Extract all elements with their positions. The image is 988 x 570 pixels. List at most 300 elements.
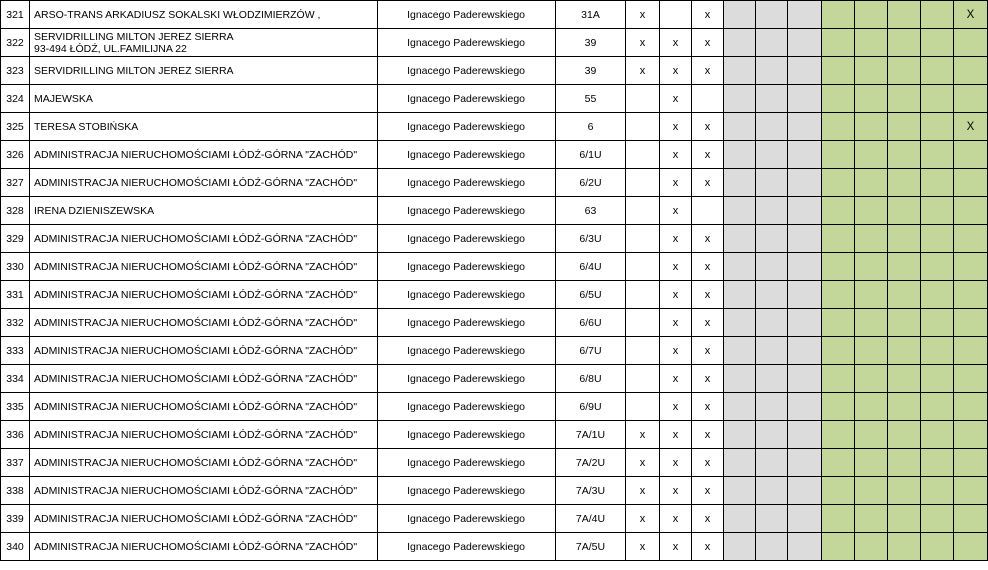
empty-cell	[921, 337, 954, 365]
empty-cell	[756, 225, 788, 253]
empty-cell	[921, 253, 954, 281]
empty-cell	[855, 1, 888, 29]
street-name: Ignacego Paderewskiego	[378, 225, 556, 253]
owner-name-line: ADMINISTRACJA NIERUCHOMOŚCIAMI ŁÓDŹ-GÓRNA "ZACHÓD"	[34, 456, 358, 469]
empty-cell	[756, 421, 788, 449]
empty-cell	[921, 309, 954, 337]
mark-2: x	[660, 225, 692, 253]
empty-cell	[822, 113, 855, 141]
empty-cell	[788, 533, 822, 561]
mark-4	[954, 337, 988, 365]
owner-name-line: ADMINISTRACJA NIERUCHOMOŚCIAMI ŁÓDŹ-GÓRNA "ZACHÓD"	[34, 512, 358, 525]
mark-1	[626, 281, 660, 309]
row-number: 322	[1, 29, 30, 57]
house-number: 31A	[556, 1, 626, 29]
mark-3	[692, 197, 724, 225]
owner-name-line: ADMINISTRACJA NIERUCHOMOŚCIAMI ŁÓDŹ-GÓRNA "ZACHÓD"	[34, 484, 358, 497]
mark-3: x	[692, 421, 724, 449]
row-number: 334	[1, 365, 30, 393]
mark-1	[626, 197, 660, 225]
empty-cell	[724, 393, 756, 421]
owner-name-line: ADMINISTRACJA NIERUCHOMOŚCIAMI ŁÓDŹ-GÓRNA "ZACHÓD"	[34, 176, 358, 189]
house-number: 63	[556, 197, 626, 225]
mark-2: x	[660, 29, 692, 57]
house-number: 39	[556, 29, 626, 57]
empty-cell	[756, 449, 788, 477]
empty-cell	[788, 253, 822, 281]
empty-cell	[822, 337, 855, 365]
owner-name-line: ARSO-TRANS ARKADIUSZ SOKALSKI WŁODZIMIERZÓW ,	[34, 8, 321, 21]
street-name: Ignacego Paderewskiego	[378, 281, 556, 309]
empty-cell	[888, 225, 921, 253]
table-row	[1, 477, 988, 505]
owner-name-line: ADMINISTRACJA NIERUCHOMOŚCIAMI ŁÓDŹ-GÓRNA "ZACHÓD"	[34, 540, 358, 553]
mark-3: x	[692, 281, 724, 309]
mark-2: x	[660, 505, 692, 533]
mark-4	[954, 169, 988, 197]
row-number: 325	[1, 113, 30, 141]
empty-cell	[756, 29, 788, 57]
row-number: 327	[1, 169, 30, 197]
mark-4: X	[954, 113, 988, 141]
empty-cell	[724, 197, 756, 225]
owner-name-line: MAJEWSKA	[34, 92, 93, 105]
empty-cell	[756, 393, 788, 421]
empty-cell	[822, 365, 855, 393]
empty-cell	[921, 477, 954, 505]
empty-cell	[724, 337, 756, 365]
house-number: 6	[556, 113, 626, 141]
empty-cell	[788, 85, 822, 113]
street-name: Ignacego Paderewskiego	[378, 309, 556, 337]
street-name: Ignacego Paderewskiego	[378, 85, 556, 113]
empty-cell	[724, 365, 756, 393]
owner-name	[30, 169, 378, 197]
owner-name	[30, 393, 378, 421]
empty-cell	[822, 477, 855, 505]
street-name: Ignacego Paderewskiego	[378, 365, 556, 393]
mark-2: x	[660, 281, 692, 309]
empty-cell	[855, 197, 888, 225]
empty-cell	[888, 477, 921, 505]
street-name: Ignacego Paderewskiego	[378, 1, 556, 29]
mark-2: x	[660, 253, 692, 281]
empty-cell	[888, 169, 921, 197]
empty-cell	[888, 281, 921, 309]
house-number: 6/8U	[556, 365, 626, 393]
empty-cell	[855, 337, 888, 365]
empty-cell	[724, 421, 756, 449]
empty-cell	[788, 365, 822, 393]
empty-cell	[855, 533, 888, 561]
empty-cell	[822, 141, 855, 169]
empty-cell	[788, 449, 822, 477]
empty-cell	[724, 29, 756, 57]
mark-3: x	[692, 365, 724, 393]
empty-cell	[822, 393, 855, 421]
table-row	[1, 505, 988, 533]
empty-cell	[724, 309, 756, 337]
mark-3: x	[692, 253, 724, 281]
owner-name	[30, 449, 378, 477]
mark-3: x	[692, 309, 724, 337]
mark-1	[626, 113, 660, 141]
empty-cell	[921, 393, 954, 421]
empty-cell	[756, 533, 788, 561]
empty-cell	[888, 365, 921, 393]
mark-4	[954, 449, 988, 477]
mark-3: x	[692, 57, 724, 85]
table-row	[1, 169, 988, 197]
table-row	[1, 533, 988, 561]
street-name: Ignacego Paderewskiego	[378, 57, 556, 85]
empty-cell	[788, 477, 822, 505]
owner-name	[30, 505, 378, 533]
empty-cell	[855, 113, 888, 141]
table-row	[1, 141, 988, 169]
empty-cell	[724, 113, 756, 141]
empty-cell	[756, 85, 788, 113]
house-number: 6/7U	[556, 337, 626, 365]
empty-cell	[921, 197, 954, 225]
mark-4: X	[954, 1, 988, 29]
mark-1	[626, 253, 660, 281]
mark-2: x	[660, 113, 692, 141]
owner-name-line: SERVIDRILLING MILTON JEREZ SIERRA	[34, 64, 234, 77]
table-row	[1, 393, 988, 421]
empty-cell	[822, 449, 855, 477]
owner-name-line: ADMINISTRACJA NIERUCHOMOŚCIAMI ŁÓDŹ-GÓRNA "ZACHÓD"	[34, 344, 358, 357]
empty-cell	[724, 253, 756, 281]
mark-4	[954, 477, 988, 505]
empty-cell	[822, 85, 855, 113]
mark-3: x	[692, 449, 724, 477]
row-number: 321	[1, 1, 30, 29]
mark-2: x	[660, 169, 692, 197]
mark-1	[626, 141, 660, 169]
owner-name	[30, 365, 378, 393]
mark-4	[954, 57, 988, 85]
owner-name-line: ADMINISTRACJA NIERUCHOMOŚCIAMI ŁÓDŹ-GÓRNA "ZACHÓD"	[34, 288, 358, 301]
empty-cell	[888, 533, 921, 561]
empty-cell	[724, 533, 756, 561]
mark-1: x	[626, 421, 660, 449]
mark-2: x	[660, 421, 692, 449]
empty-cell	[921, 365, 954, 393]
mark-1: x	[626, 533, 660, 561]
table-row	[1, 449, 988, 477]
house-number: 6/9U	[556, 393, 626, 421]
mark-1: x	[626, 477, 660, 505]
empty-cell	[822, 253, 855, 281]
table-row	[1, 421, 988, 449]
table-row	[1, 309, 988, 337]
house-number: 7A/2U	[556, 449, 626, 477]
mark-2	[660, 1, 692, 29]
empty-cell	[855, 225, 888, 253]
owner-name	[30, 113, 378, 141]
row-number: 330	[1, 253, 30, 281]
mark-1	[626, 365, 660, 393]
mark-2: x	[660, 309, 692, 337]
street-name: Ignacego Paderewskiego	[378, 477, 556, 505]
owner-name	[30, 85, 378, 113]
empty-cell	[888, 1, 921, 29]
empty-cell	[921, 505, 954, 533]
empty-cell	[921, 1, 954, 29]
empty-cell	[788, 309, 822, 337]
mark-2: x	[660, 365, 692, 393]
empty-cell	[756, 281, 788, 309]
row-number: 329	[1, 225, 30, 253]
owner-name-line: ADMINISTRACJA NIERUCHOMOŚCIAMI ŁÓDŹ-GÓRNA "ZACHÓD"	[34, 232, 358, 245]
table-row	[1, 1, 988, 29]
empty-cell	[888, 337, 921, 365]
empty-cell	[788, 169, 822, 197]
empty-cell	[855, 57, 888, 85]
empty-cell	[724, 225, 756, 253]
mark-1	[626, 337, 660, 365]
mark-2: x	[660, 393, 692, 421]
house-number: 7A/3U	[556, 477, 626, 505]
empty-cell	[855, 85, 888, 113]
mark-4	[954, 225, 988, 253]
empty-cell	[788, 393, 822, 421]
empty-cell	[921, 533, 954, 561]
owner-name	[30, 281, 378, 309]
empty-cell	[756, 113, 788, 141]
owner-name-line: ADMINISTRACJA NIERUCHOMOŚCIAMI ŁÓDŹ-GÓRNA "ZACHÓD"	[34, 316, 358, 329]
street-name: Ignacego Paderewskiego	[378, 337, 556, 365]
mark-1	[626, 393, 660, 421]
empty-cell	[855, 477, 888, 505]
row-number: 331	[1, 281, 30, 309]
street-name: Ignacego Paderewskiego	[378, 113, 556, 141]
empty-cell	[788, 337, 822, 365]
street-name: Ignacego Paderewskiego	[378, 505, 556, 533]
mark-3: x	[692, 1, 724, 29]
empty-cell	[888, 29, 921, 57]
street-name: Ignacego Paderewskiego	[378, 533, 556, 561]
empty-cell	[921, 281, 954, 309]
mark-1: x	[626, 505, 660, 533]
row-number: 336	[1, 421, 30, 449]
table-row	[1, 253, 988, 281]
empty-cell	[822, 309, 855, 337]
row-number: 335	[1, 393, 30, 421]
mark-2: x	[660, 197, 692, 225]
owner-name	[30, 29, 378, 57]
mark-2: x	[660, 477, 692, 505]
mark-4	[954, 393, 988, 421]
empty-cell	[724, 85, 756, 113]
street-name: Ignacego Paderewskiego	[378, 253, 556, 281]
empty-cell	[822, 225, 855, 253]
house-number: 6/1U	[556, 141, 626, 169]
owner-name	[30, 141, 378, 169]
empty-cell	[724, 141, 756, 169]
empty-cell	[888, 197, 921, 225]
empty-cell	[788, 141, 822, 169]
empty-cell	[888, 57, 921, 85]
mark-1: x	[626, 449, 660, 477]
mark-1: x	[626, 1, 660, 29]
empty-cell	[822, 57, 855, 85]
empty-cell	[888, 141, 921, 169]
street-name: Ignacego Paderewskiego	[378, 197, 556, 225]
empty-cell	[788, 505, 822, 533]
house-number: 39	[556, 57, 626, 85]
mark-3: x	[692, 169, 724, 197]
empty-cell	[788, 29, 822, 57]
empty-cell	[921, 421, 954, 449]
row-number: 333	[1, 337, 30, 365]
house-number: 55	[556, 85, 626, 113]
row-number: 340	[1, 533, 30, 561]
street-name: Ignacego Paderewskiego	[378, 449, 556, 477]
empty-cell	[921, 449, 954, 477]
empty-cell	[855, 169, 888, 197]
house-number: 6/3U	[556, 225, 626, 253]
row-number: 324	[1, 85, 30, 113]
empty-cell	[888, 309, 921, 337]
table-row	[1, 225, 988, 253]
house-number: 7A/1U	[556, 421, 626, 449]
empty-cell	[756, 253, 788, 281]
empty-cell	[756, 505, 788, 533]
empty-cell	[788, 225, 822, 253]
empty-cell	[724, 169, 756, 197]
mark-2: x	[660, 449, 692, 477]
mark-2: x	[660, 85, 692, 113]
empty-cell	[888, 393, 921, 421]
mark-1: x	[626, 29, 660, 57]
mark-4	[954, 505, 988, 533]
house-number: 6/2U	[556, 169, 626, 197]
mark-4	[954, 141, 988, 169]
empty-cell	[724, 57, 756, 85]
mark-2: x	[660, 337, 692, 365]
empty-cell	[855, 141, 888, 169]
mark-4	[954, 85, 988, 113]
empty-cell	[855, 29, 888, 57]
empty-cell	[724, 1, 756, 29]
empty-cell	[788, 113, 822, 141]
owner-name-line: ADMINISTRACJA NIERUCHOMOŚCIAMI ŁÓDŹ-GÓRNA "ZACHÓD"	[34, 372, 358, 385]
mark-4	[954, 253, 988, 281]
mark-1	[626, 309, 660, 337]
table-body	[1, 1, 988, 561]
empty-cell	[788, 281, 822, 309]
table-row	[1, 85, 988, 113]
empty-cell	[788, 57, 822, 85]
empty-cell	[855, 449, 888, 477]
row-number: 328	[1, 197, 30, 225]
empty-cell	[756, 477, 788, 505]
owner-name	[30, 57, 378, 85]
empty-cell	[756, 365, 788, 393]
empty-cell	[822, 169, 855, 197]
mark-4	[954, 365, 988, 393]
empty-cell	[888, 505, 921, 533]
mark-4	[954, 533, 988, 561]
row-number: 323	[1, 57, 30, 85]
empty-cell	[724, 505, 756, 533]
owner-name-line: IRENA DZIENISZEWSKA	[34, 204, 155, 217]
empty-cell	[822, 533, 855, 561]
mark-3	[692, 85, 724, 113]
empty-cell	[822, 281, 855, 309]
empty-cell	[855, 505, 888, 533]
empty-cell	[855, 309, 888, 337]
mark-4	[954, 29, 988, 57]
house-number: 6/6U	[556, 309, 626, 337]
empty-cell	[788, 1, 822, 29]
empty-cell	[788, 421, 822, 449]
empty-cell	[921, 29, 954, 57]
mark-3: x	[692, 477, 724, 505]
empty-cell	[724, 449, 756, 477]
owner-name	[30, 337, 378, 365]
mark-3: x	[692, 337, 724, 365]
street-name: Ignacego Paderewskiego	[378, 393, 556, 421]
empty-cell	[822, 29, 855, 57]
owner-name	[30, 477, 378, 505]
table-row	[1, 197, 988, 225]
empty-cell	[855, 281, 888, 309]
empty-cell	[855, 393, 888, 421]
mark-4	[954, 197, 988, 225]
owner-name	[30, 197, 378, 225]
empty-cell	[921, 57, 954, 85]
table-row	[1, 281, 988, 309]
empty-cell	[822, 1, 855, 29]
empty-cell	[822, 197, 855, 225]
mark-4	[954, 309, 988, 337]
empty-cell	[888, 253, 921, 281]
empty-cell	[756, 309, 788, 337]
table-row	[1, 113, 988, 141]
owner-name-line: SERVIDRILLING MILTON JEREZ SIERRA	[34, 30, 234, 43]
mark-2: x	[660, 533, 692, 561]
owner-name-line: ADMINISTRACJA NIERUCHOMOŚCIAMI ŁÓDŹ-GÓRNA "ZACHÓD"	[34, 428, 358, 441]
street-name: Ignacego Paderewskiego	[378, 29, 556, 57]
empty-cell	[921, 169, 954, 197]
mark-2: x	[660, 141, 692, 169]
empty-cell	[724, 281, 756, 309]
mark-1: x	[626, 57, 660, 85]
street-name: Ignacego Paderewskiego	[378, 141, 556, 169]
house-number: 7A/5U	[556, 533, 626, 561]
empty-cell	[921, 113, 954, 141]
empty-cell	[756, 197, 788, 225]
empty-cell	[888, 449, 921, 477]
table-row	[1, 57, 988, 85]
mark-3: x	[692, 113, 724, 141]
owner-name-line: ADMINISTRACJA NIERUCHOMOŚCIAMI ŁÓDŹ-GÓRNA "ZACHÓD"	[34, 148, 358, 161]
house-number: 6/4U	[556, 253, 626, 281]
owner-name-line: ADMINISTRACJA NIERUCHOMOŚCIAMI ŁÓDŹ-GÓRNA "ZACHÓD"	[34, 400, 358, 413]
table-row	[1, 337, 988, 365]
mark-3: x	[692, 225, 724, 253]
owner-name-line: 93-494 ŁÓDŹ, UL.FAMILIJNA 22	[34, 42, 187, 55]
mark-1	[626, 85, 660, 113]
empty-cell	[921, 225, 954, 253]
row-number: 326	[1, 141, 30, 169]
empty-cell	[855, 253, 888, 281]
house-number: 7A/4U	[556, 505, 626, 533]
empty-cell	[756, 57, 788, 85]
